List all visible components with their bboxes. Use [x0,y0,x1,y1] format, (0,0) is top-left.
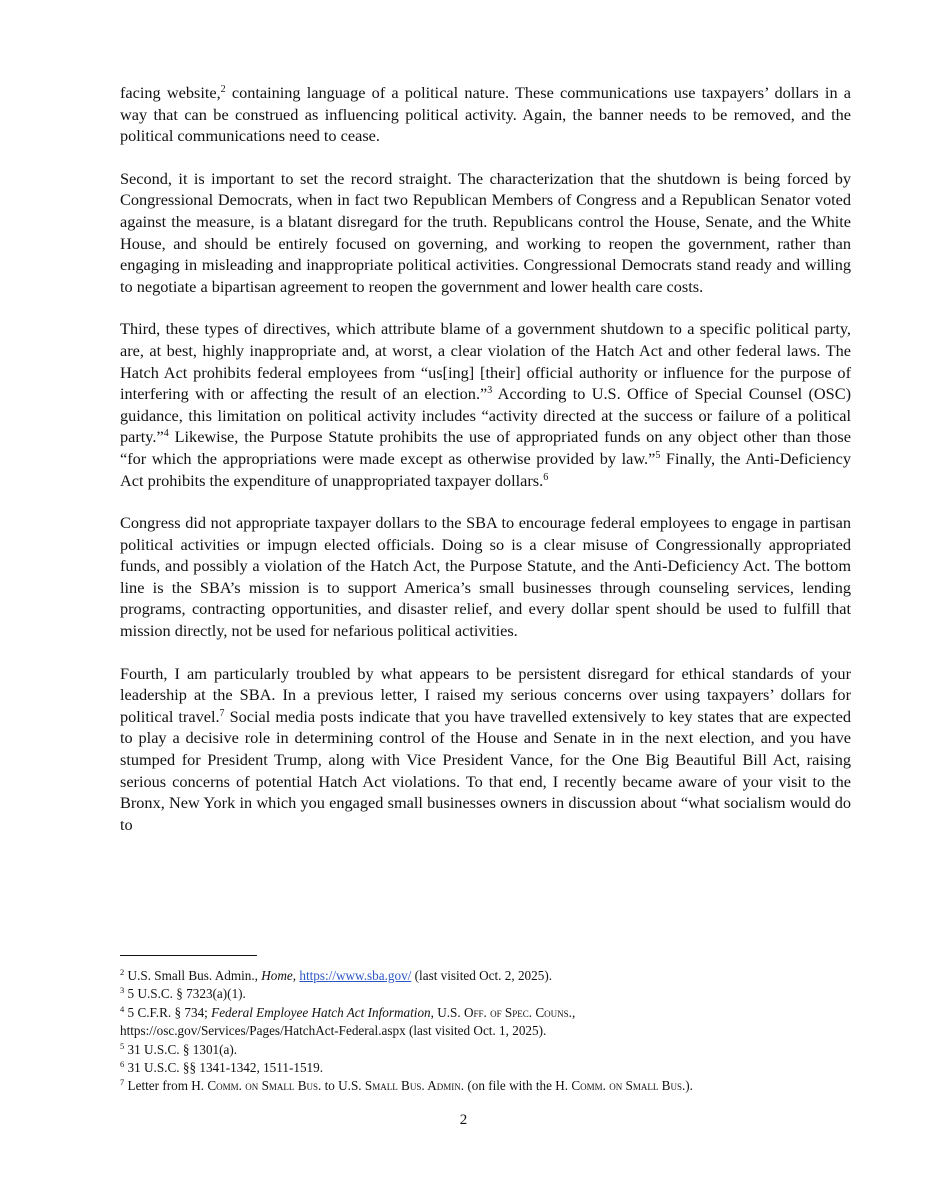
footnotes [120,967,860,1096]
footnote-marker: 3 [487,385,493,397]
footnote-marker: 5 [655,449,661,461]
footnote-text: , [292,968,300,983]
footnote-3 [120,985,860,1003]
footnote-text: 31 U.S.C. § 1301(a). [124,1041,238,1057]
footnote-link[interactable]: https://www.sba.gov/ [299,968,412,983]
paragraph-5 [120,663,851,836]
footnote-text: Letter from H. [124,1078,208,1094]
paragraph-text: Second, it is important to set the record straight. The characterization that the shutdown is being forced by Congressional Democrats, when in fact two Republican Members of Congress and a Republican Senator voted against the measure, is a blatant disregard for the truth. Republicans control the House, Senate, and the White House, and should be entirely focused on governing, and working to reopen the government, rather than engaging in misleading and inappropriate political activities. Congressional Democrats stand ready and willing to negotiate a bipartisan agreement to reopen the government and lower health care costs. [120,168,851,296]
small-caps-text: Small Bus. Admin. [364,1078,465,1094]
paragraph-1 [120,82,851,147]
footnote-text: , U.S. [430,1004,464,1020]
paragraph-2 [120,168,851,298]
footnote-text: (last visited Oct. 2, 2025). [411,968,553,983]
footnote-marker: 4 [120,1003,125,1014]
footnote-text: 5 U.S.C. § 7323(a)(1). [124,986,246,1002]
paragraph-text: Social media posts indicate that you have travelled extensively to key states that are expected to play a decisive role in determining control of the House and Senate in in the next election, and you have stumped for President Trump, along with Vice President Vance, for the One Big Beautiful Bill Act, raising serious concerns of potential Hatch Act violations. To that end, I recently became aware of your visit to the Bronx, New York in which you engaged small businesses owners in discussion about “what socialism would do to [120,706,851,834]
footnote-7 [120,1077,860,1095]
italic-text: Federal Employee Hatch Act Information [211,1004,431,1020]
footnote-2 [120,967,860,985]
footnote-text: (on file with the H. [464,1078,572,1094]
footnote-marker: 6 [543,471,549,483]
paragraph-3 [120,318,851,491]
small-caps-text: Comm. on Small Bus. [207,1078,322,1094]
page-number: 2 [459,1112,468,1128]
footnote-6 [120,1059,860,1077]
footnote-divider [120,955,257,956]
footnote-marker: 4 [163,428,169,440]
footnote-marker: 3 [120,985,125,996]
paragraph-text: Third, these types of directives, which attribute blame of a government shutdown to a specific political party, are, at best, highly inappropriate and, at worst, a clear violation of the Hatch Act and other federal laws. The Hatch Act prohibits federal employees from “us[ing] [their] official authority or influence for the purpose of interfering with or affecting the result of an election.” [120,319,851,404]
letter-body [120,82,851,856]
footnote-text: ). [685,1078,693,1094]
small-caps-text: Off. of Spec. Couns. [463,1004,572,1020]
paragraph-text: facing website, [120,83,221,102]
footnote-text: https://osc.gov/Services/Pages/HatchAct-Federal.aspx (last visited Oct. 1, 2025). [120,1023,547,1039]
footnote-4 [120,1004,860,1022]
italic-text: Home [261,968,293,983]
footnote-text: , [571,1004,576,1020]
paragraph-4 [120,512,851,642]
paragraph-text: Congress did not appropriate taxpayer dollars to the SBA to encourage federal employees to engage in partisan political activities or impugn elected officials. Doing so is a clear misuse of Congressionally appropriated funds, and possibly a violation of the Hatch Act, the Purpose Statute, and the Anti-Deficiency Act. The bottom line is the SBA’s mission is to support America’s small businesses through counseling services, lending programs, contracting opportunities, and disaster relief, and every dollar spent should be used to fulfill that mission directly, not be used for nefarious political activities. [120,513,851,641]
paragraph-text: According to U.S. Office of Special Counsel (OSC) guidance, this limitation on political activity includes “activity directed at the success or failure of a political party.” [120,384,851,447]
footnote-text: U.S. Small Bus. Admin., [124,968,262,983]
paragraph-text: Likewise, the Purpose Statute prohibits the use of appropriated funds on any object other than those “for which the appropriations were made except as otherwise provided by law.” [120,427,851,468]
paragraph-text: Fourth, I am particularly troubled by what appears to be persistent disregard for ethical standards of your leadership at the SBA. In a previous letter, I raised my serious concerns over using taxpayers’ dollars for political travel. [120,663,851,726]
footnote-marker: 2 [220,84,226,95]
footnote-marker: 5 [120,1040,125,1051]
footnote-marker: 6 [120,1059,125,1070]
footnote-text: 31 U.S.C. §§ 1341-1342, 1511-1519. [124,1060,324,1076]
footnote-4-continued [120,1022,860,1040]
footnote-text: to U.S. [321,1078,365,1094]
footnote-text: 5 C.F.R. § 734; [124,1004,212,1020]
paragraph-text: Finally, the Anti-Deficiency Act prohibits the expenditure of unappropriated taxpayer dollars. [120,448,851,490]
footnote-marker: 7 [120,1077,125,1088]
footnote-5 [120,1041,860,1059]
small-caps-text: Comm. on Small Bus. [571,1078,686,1094]
footnote-marker: 2 [120,967,125,977]
paragraph-text: containing language of a political nature. These communications use taxpayers’ dollars in a way that can be construed as influencing political activity. Again, the banner needs to be removed, and the political communications need to cease. [120,83,851,146]
footnote-marker: 7 [219,707,225,719]
